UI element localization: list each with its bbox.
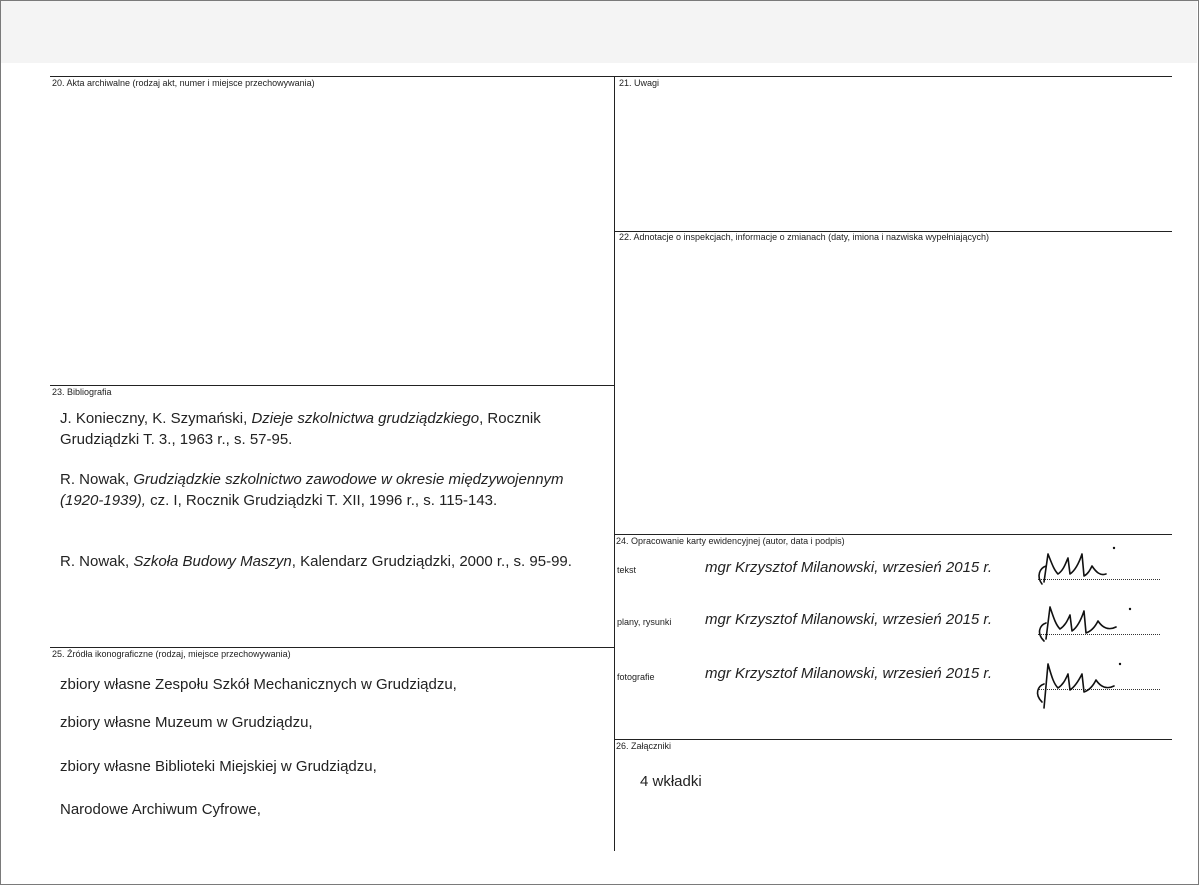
- line-section-23: [50, 385, 614, 386]
- annotations-label: 22. Adnotacje o inspekcjach, informacje o zmianach (daty, imiona i nazwiska wypełniających): [619, 232, 990, 242]
- line-section-24: [614, 534, 1172, 535]
- row-label-photos: fotografie: [617, 672, 655, 682]
- source-item: zbiory własne Biblioteki Miejskiej w Grudziądzu,: [60, 758, 377, 775]
- source-item: zbiory własne Zespołu Szkół Mechanicznych w Grudziądzu,: [60, 676, 457, 693]
- archival-label: 20. Akta archiwalne (rodzaj akt, numer i miejsce przechowywania): [52, 78, 315, 88]
- entry-title: Szkoła Budowy Maszyn: [133, 553, 292, 570]
- entry-title: Dzieje szkolnictwa grudziądzkiego: [251, 410, 480, 427]
- entry-title: Grudziądzkie szkolnictwo zawodowe w okresie międzywojennym (1920-1939),: [60, 471, 564, 509]
- signature-photos: [1028, 650, 1158, 710]
- remarks-label: 21. Uwagi: [619, 78, 660, 88]
- source-item: Narodowe Archiwum Cyfrowe,: [60, 801, 261, 818]
- line-top: [50, 76, 1172, 77]
- attachments-label: 26. Załączniki: [616, 741, 672, 751]
- bibliography-entry: [60, 408, 600, 450]
- attachments-value: 4 wkładki: [640, 773, 702, 790]
- top-margin-band: [1, 1, 1197, 63]
- bibliography-entry: [60, 469, 600, 511]
- entry-authors: R. Nowak,: [60, 553, 134, 570]
- entry-details: , Rocznik Grudziądzki T. 3., 1963 r., s. 57-95.: [60, 410, 541, 448]
- column-divider: [614, 76, 615, 851]
- source-item: zbiory własne Muzeum w Grudziądzu,: [60, 714, 313, 731]
- card-preparation-label: 24. Opracowanie karty ewidencyjnej (autor, data i podpis): [616, 536, 845, 546]
- signature-plans: [1030, 595, 1160, 645]
- signature-text: [1030, 540, 1160, 588]
- author-photos: mgr Krzysztof Milanowski, wrzesień 2015 r.: [705, 665, 993, 682]
- author-text: mgr Krzysztof Milanowski, wrzesień 2015 r.: [705, 559, 993, 576]
- row-label-plans: plany, rysunki: [617, 617, 672, 627]
- entry-details: cz. I, Rocznik Grudziądzki T. XII, 1996 r., s. 115-143.: [145, 492, 498, 509]
- row-label-text: tekst: [617, 565, 637, 575]
- bibliography-entry: [60, 551, 600, 572]
- entry-details: , Kalendarz Grudziądzki, 2000 r., s. 95-99.: [291, 553, 572, 570]
- line-section-26: [614, 739, 1172, 740]
- line-section-25: [50, 647, 614, 648]
- author-plans: mgr Krzysztof Milanowski, wrzesień 2015 r.: [705, 611, 993, 628]
- entry-authors: R. Nowak,: [60, 471, 134, 488]
- bibliography-label: 23. Bibliografia: [52, 387, 112, 397]
- entry-authors: J. Konieczny, K. Szymański,: [60, 410, 252, 427]
- iconographic-sources-label: 25. Źródła ikonograficzne (rodzaj, miejsce przechowywania): [52, 649, 291, 659]
